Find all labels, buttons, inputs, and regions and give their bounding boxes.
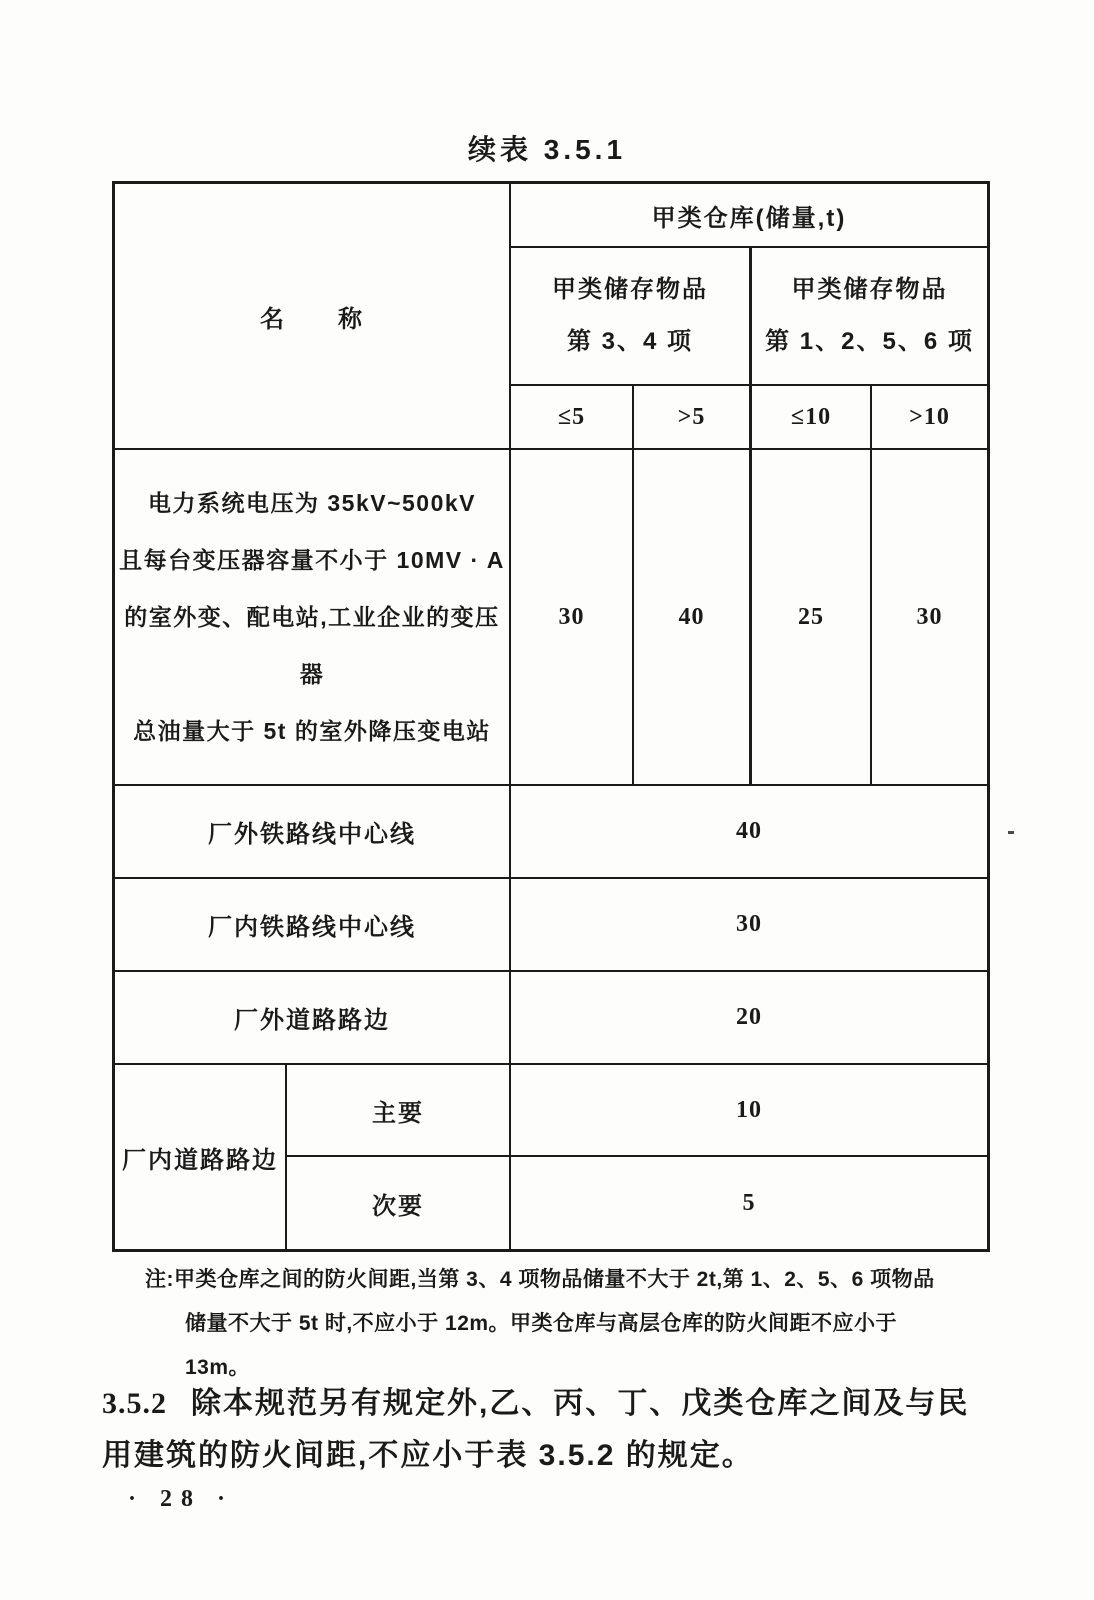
row-road-secondary-value: 5: [742, 1189, 756, 1216]
power-value-1: 30: [511, 450, 634, 786]
power-label-line1: 电力系统电压为 35kV~500kV: [147, 489, 477, 516]
header-group2-line2: 第 1、2、5、6 项: [765, 328, 974, 355]
section-text-line2: 用建筑的防火间距,不应小于表 3.5.2 的规定。: [102, 1439, 754, 1472]
row-road-main-value: 10: [511, 1065, 987, 1157]
section-line1: [102, 1378, 987, 1430]
tick-gt5: >5: [634, 386, 752, 450]
section-number: 3.5.2: [102, 1387, 167, 1420]
header-group-items-1-2-5-6: [752, 248, 987, 386]
tick-gt10: >10: [872, 386, 987, 450]
power-label-line4: 总油量大于 5t 的室外降压变电站: [133, 717, 491, 744]
table-note: [145, 1258, 965, 1390]
section-text-line1: 除本规范另有规定外,乙、丙、丁、戊类仓库之间及与民: [191, 1387, 970, 1420]
header-group1-line1: 甲类储存物品: [552, 276, 708, 303]
power-value-2: 40: [634, 450, 752, 786]
row-rail-outside-label: 厂外铁路线中心线: [115, 786, 511, 879]
row-rail-inside-value: 30: [511, 879, 987, 972]
row-rail-inside-label: 厂内铁路线中心线: [115, 879, 511, 972]
row-road-outside-label: 厂外道路路边: [115, 972, 511, 1065]
header-group2-line1: 甲类储存物品: [791, 276, 948, 303]
header-group1-line2: 第 3、4 项: [566, 328, 694, 355]
header-group-items-3-4: [511, 248, 752, 386]
header-name: 名 称: [115, 184, 511, 450]
power-value-4: 30: [872, 450, 987, 786]
row-road-outside-value: 20: [511, 972, 987, 1065]
table-3-5-1: [112, 181, 990, 1252]
row-power-station-label: [115, 450, 511, 786]
page-number: · 28 ·: [128, 1486, 235, 1512]
row-road-main-label: 主要: [287, 1065, 511, 1157]
section-3-5-2: [102, 1378, 987, 1482]
header-top-group: 甲类仓库(储量,t): [511, 184, 987, 248]
note-line1: 注:甲类仓库之间的防火间距,当第 3、4 项物品储量不大于 2t,第 1、2、5、6 项物品: [145, 1268, 935, 1291]
power-label-line3: 的室外变、配电站,工业企业的变压器: [124, 603, 500, 687]
scan-artifact-dot: [1008, 831, 1014, 834]
row-road-secondary-label: 次要: [287, 1157, 511, 1249]
row-road-inside-label: 厂内道路路边: [115, 1065, 287, 1249]
tick-le10: ≤10: [752, 386, 872, 450]
note-line2: 储量不大于 5t 时,不应小于 12m。甲类仓库与高层仓库的防火间距不应小于: [185, 1312, 898, 1335]
tick-le5: ≤5: [511, 386, 634, 450]
table-title: 续表 3.5.1: [467, 134, 627, 165]
power-value-3: 25: [752, 450, 872, 786]
power-label-line2: 且每台变压器容量不小于 10MV · A: [119, 546, 505, 573]
note-line3: 13m。: [185, 1356, 251, 1379]
row-rail-outside-value: 40: [511, 786, 987, 879]
